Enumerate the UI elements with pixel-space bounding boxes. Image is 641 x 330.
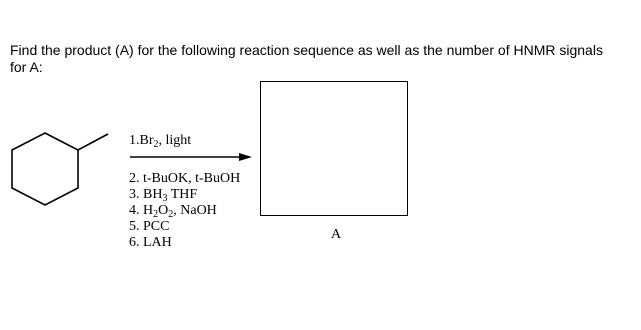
reagent-step-3: 3. $BH_3$ THF bbox=[129, 187, 198, 204]
question-text: Find the product (A) for the following reaction sequence as well as the number of HNMR signals for A: bbox=[10, 42, 603, 75]
cyclohexane-ring bbox=[12, 133, 78, 205]
reagent-step-6: 6. LAH bbox=[129, 235, 172, 250]
reagent-step-5: 5. PCC bbox=[129, 219, 170, 234]
answer-box[interactable] bbox=[260, 81, 408, 216]
reaction-arrowhead bbox=[239, 153, 252, 161]
methyl-bond bbox=[78, 134, 108, 150]
answer-box-label: A bbox=[331, 227, 342, 242]
reagent-step-1: $1.Br_2$, light bbox=[129, 133, 192, 150]
reagent-step-4: 4. $H_2O_2$, NaOH bbox=[129, 203, 217, 220]
reagent-step-2: 2. t-BuOK, t-BuOH bbox=[129, 171, 241, 186]
